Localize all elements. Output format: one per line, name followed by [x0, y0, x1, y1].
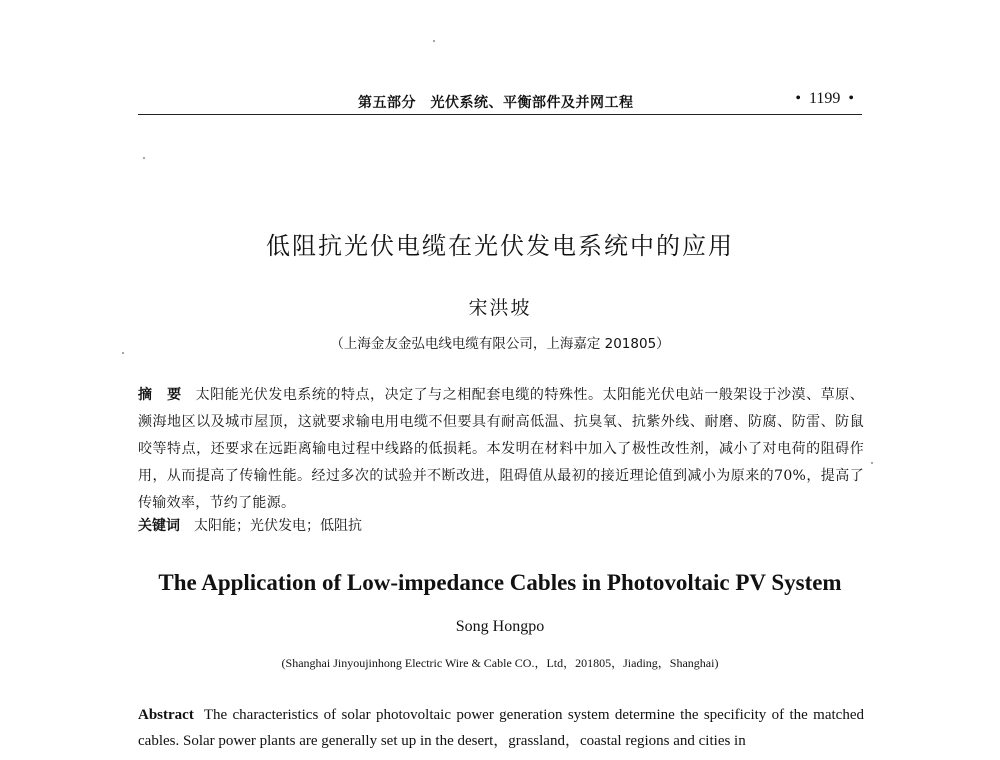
page-number-block: [787, 90, 862, 108]
chinese-keywords-label: 关键词: [138, 518, 180, 534]
chinese-keywords: [138, 515, 864, 537]
chinese-keywords-text: 太阳能；光伏发电；低阻抗: [194, 518, 362, 534]
running-header-title: 第五部分 光伏系统、平衡部件及并网工程: [358, 95, 634, 111]
english-affiliation: (Shanghai Jinyoujinhong Electric Wire & Cable CO.，Ltd，201805，Jiading，Shanghai): [281, 656, 719, 670]
bullet-left: •: [795, 90, 801, 107]
scan-speck: [122, 352, 124, 354]
english-abstract-label: Abstract: [138, 707, 194, 723]
scan-speck: [143, 157, 145, 159]
english-title: The Application of Low-impedance Cables in Photovoltaic PV System: [158, 570, 842, 595]
chinese-abstract-text: 太阳能光伏发电系统的特点，决定了与之相配套电缆的特殊性。太阳能光伏电站一般架设于沙漠、草原、濒海地区以及城市屋顶，这就要求输电用电缆不但要具有耐高低温、抗臭氧、抗紫外线、耐磨、防腐、防雷、防鼠咬等特点，还要求在远距离输电过程中线路的低损耗。本发明在材料中加入了极性改性剂，减小了对电荷的阻碍作用，从而提高了传输性能。经过多次的试验并不断改进，阻碍值从最初的接近理论值到减小为原来的70%，提高了传输效率，节约了能源。: [138, 387, 864, 511]
chinese-abstract: [138, 382, 864, 517]
english-author: Song Hongpo: [455, 618, 545, 635]
scan-speck: [433, 40, 435, 42]
bullet-right: •: [848, 90, 854, 107]
scan-speck: [871, 462, 873, 464]
page-number: 1199: [808, 90, 841, 107]
chinese-title: 低阻抗光伏电缆在光伏发电系统中的应用: [266, 232, 734, 260]
chinese-author: 宋洪坡: [468, 297, 532, 319]
chinese-affiliation: （上海金友金弘电线电缆有限公司，上海嘉定 201805）: [330, 336, 670, 352]
running-header: [138, 92, 862, 115]
english-abstract: [138, 702, 864, 754]
chinese-abstract-label: 摘 要: [138, 387, 182, 403]
english-abstract-text: The characteristics of solar photovoltaic power generation system determine the specificity of the matched cables. Solar power plants are generally set up in the desert，grassland，coastal regions and cities in: [138, 707, 864, 749]
